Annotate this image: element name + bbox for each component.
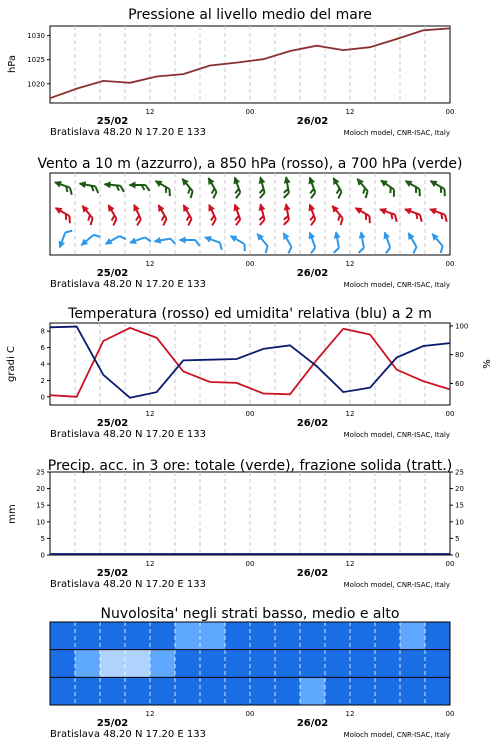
y-tick-label: 5 (40, 534, 45, 543)
temperature-xticks (50, 410, 454, 440)
barb-850hpa (254, 202, 269, 225)
barb-850hpa (402, 206, 425, 222)
cloud-cell (250, 677, 276, 705)
credit-label: Moloch model, CNR-ISAC, Italy (343, 431, 450, 439)
barb-flag (358, 248, 365, 253)
cloud-cell (350, 622, 376, 650)
cloud-cell (75, 650, 101, 678)
barb-flag (310, 248, 317, 254)
cloud-cell (375, 650, 401, 678)
y-tick-label: 4 (40, 360, 45, 369)
cloud-cell (400, 677, 426, 705)
barb-700hpa (254, 175, 269, 198)
barb-head (428, 177, 438, 187)
y-tick-label: 25 (455, 468, 464, 477)
barb-head (56, 241, 65, 250)
barb-flag (66, 216, 72, 223)
time-tick-label: 00 (445, 710, 455, 718)
precip-grid (75, 472, 425, 555)
credit-label: Moloch model, CNR-ISAC, Italy (343, 731, 450, 739)
barb-head (257, 202, 266, 211)
cloud-cell (150, 650, 176, 678)
cloud-cell (275, 622, 301, 650)
date-label: 26/02 (296, 268, 329, 279)
cloud-cell (250, 650, 276, 678)
temperature-panel (6, 306, 493, 440)
cloud-cell (225, 677, 251, 705)
date-label: 26/02 (296, 418, 329, 429)
barb-flag (438, 246, 445, 253)
cloud-cell (100, 650, 126, 678)
cloud-cell (75, 622, 101, 650)
barb-head (403, 206, 412, 215)
barb-700hpa (203, 175, 222, 198)
cloud-cell (150, 677, 176, 705)
barb-head (203, 234, 212, 243)
cloud-cell (325, 650, 351, 678)
cloud-cell (400, 622, 426, 650)
time-tick-label: 00 (245, 710, 255, 718)
wind-barbs (52, 175, 450, 253)
barb-head (306, 175, 315, 184)
barb-head (180, 202, 190, 212)
barb-flag (120, 186, 125, 192)
credit-label: Moloch model, CNR-ISAC, Italy (343, 129, 450, 137)
barb-head (381, 230, 390, 239)
time-tick-label: 00 (245, 410, 255, 418)
location-label: Bratislava 48.20 N 17.20 E 133 (50, 127, 206, 138)
cloud-cell (125, 622, 151, 650)
time-tick-label: 00 (245, 260, 255, 268)
barb-head (378, 206, 387, 215)
barb-head (306, 230, 315, 239)
location-label: Bratislava 48.20 N 17.20 E 133 (50, 729, 206, 740)
pressure-ylabel: hPa (7, 54, 18, 74)
barb-head (205, 175, 215, 185)
barb-flag (68, 188, 74, 195)
barb-850hpa (178, 202, 197, 225)
date-label: 26/02 (296, 116, 329, 127)
cloud-cell (200, 677, 226, 705)
cloud-cell (250, 622, 276, 650)
y-tick-label: 60 (455, 379, 464, 388)
barb-head (280, 230, 290, 240)
barb-flag (333, 248, 340, 253)
barb-head (405, 230, 415, 240)
date-label: 25/02 (96, 718, 129, 729)
barb-700hpa (427, 177, 450, 196)
barb-10m (278, 230, 297, 253)
barb-850hpa (427, 206, 450, 222)
cloud-cell (300, 622, 326, 650)
date-label: 26/02 (296, 568, 329, 579)
barb-head (103, 238, 113, 248)
barb-10m (227, 232, 250, 251)
time-tick-label: 00 (445, 560, 455, 568)
cloud-cell (50, 650, 76, 678)
cloud-cell (325, 677, 351, 705)
barb-850hpa (280, 203, 293, 225)
cloud-cell (125, 650, 151, 678)
location-label: Bratislava 48.20 N 17.20 E 133 (50, 579, 206, 590)
time-tick-label: 00 (445, 410, 455, 418)
cloud-cell (350, 677, 376, 705)
barb-700hpa (402, 177, 425, 196)
cloud-cell (400, 650, 426, 678)
cloud-cell (200, 622, 226, 650)
cloud-cell (375, 677, 401, 705)
pressure-title: Pressione al livello medio del mare (128, 7, 372, 23)
barb-10m (103, 231, 126, 250)
y-tick-label: 20 (455, 485, 464, 494)
barb-700hpa (229, 175, 245, 198)
barb-10m (427, 231, 448, 253)
time-tick-label: 12 (145, 710, 155, 718)
barb-flag (391, 190, 398, 197)
barb-flag (218, 243, 224, 250)
humidity-yticks (450, 322, 468, 388)
barb-flag (416, 189, 422, 196)
y-tick-label: 6 (40, 344, 45, 353)
cloud-cell (175, 650, 201, 678)
temperature-ylabel: gradi C (6, 346, 17, 382)
barb-10m (128, 233, 151, 249)
precip-yticks (36, 469, 50, 560)
barb-head (129, 182, 136, 189)
barb-head (78, 180, 86, 188)
barb-head (231, 175, 240, 184)
barb-10m (379, 230, 395, 253)
barb-head (332, 231, 340, 239)
barb-700hpa (304, 175, 320, 198)
barb-10m (355, 231, 368, 253)
barb-flag (418, 215, 424, 222)
barb-700hpa (78, 180, 100, 193)
time-tick-label: 12 (345, 108, 355, 116)
cloud-title: Nuvolosita' negli strati basso, medio e alto (100, 606, 400, 622)
cloud-cell (200, 650, 226, 678)
barb-10m (202, 234, 225, 250)
barb-flag (241, 244, 247, 251)
date-label: 25/02 (96, 418, 129, 429)
barb-700hpa (177, 176, 198, 198)
y-tick-label: 0 (40, 393, 45, 402)
barb-850hpa (229, 202, 245, 225)
time-tick-label: 00 (245, 108, 255, 116)
cloud-cell (100, 677, 126, 705)
barb-flag (283, 193, 290, 198)
date-label: 25/02 (96, 116, 129, 127)
barb-flag (166, 189, 172, 196)
barb-flag (286, 247, 293, 253)
barb-head (282, 176, 290, 184)
barb-head (53, 179, 62, 188)
barb-10m (403, 230, 422, 253)
humidity-ylabel: % (482, 359, 493, 369)
credit-label: Moloch model, CNR-ISAC, Italy (343, 581, 450, 589)
barb-head (257, 175, 266, 184)
barb-flag (259, 220, 266, 225)
cloud-cell (175, 622, 201, 650)
pressure-xticks (50, 108, 454, 138)
barb-10m (153, 234, 175, 247)
barb-700hpa (328, 175, 347, 198)
barb-700hpa (129, 182, 150, 192)
barb-850hpa (377, 206, 400, 222)
cloud-cell (425, 622, 451, 650)
y-tick-label: 1020 (27, 80, 45, 89)
location-label: Bratislava 48.20 N 17.20 E 133 (50, 279, 206, 290)
barb-head (128, 237, 137, 246)
barb-head (228, 232, 238, 242)
temperature-grid (75, 323, 425, 405)
barb-flag (283, 220, 290, 225)
y-tick-label: 20 (36, 485, 45, 494)
location-label: Bratislava 48.20 N 17.20 E 133 (50, 429, 206, 440)
barb-head (155, 202, 165, 212)
cloud-panel (50, 606, 454, 740)
y-tick-label: 80 (455, 351, 464, 360)
barb-10m (330, 231, 343, 253)
cloud-cell (175, 677, 201, 705)
barb-flag (94, 186, 99, 193)
barb-head (131, 202, 140, 211)
barb-head (206, 202, 215, 211)
barb-flag (443, 215, 449, 222)
barb-head (306, 202, 315, 211)
barb-700hpa (280, 176, 293, 198)
time-tick-label: 00 (445, 108, 455, 116)
time-tick-label: 00 (245, 560, 255, 568)
temperature-title: Temperatura (rosso) ed umidita' relativa (blu) a 2 m (68, 306, 432, 322)
barb-head (105, 202, 115, 212)
wind-panel (37, 156, 462, 290)
cloud-cell (275, 677, 301, 705)
y-tick-label: 8 (40, 327, 45, 336)
cloud-cell (350, 650, 376, 678)
barb-700hpa (52, 179, 75, 195)
cloud-cell (50, 622, 76, 650)
y-tick-label: 1030 (27, 32, 45, 41)
cloud-cell (75, 677, 101, 705)
y-tick-label: 2 (40, 376, 45, 385)
y-tick-label: 10 (455, 518, 464, 527)
barb-flag (259, 193, 266, 198)
y-tick-label: 0 (40, 551, 45, 560)
credit-label: Moloch model, CNR-ISAC, Italy (343, 281, 450, 289)
y-tick-label: 15 (455, 501, 464, 510)
cloud-cell (375, 622, 401, 650)
barb-head (153, 237, 161, 245)
date-label: 25/02 (96, 268, 129, 279)
time-tick-label: 12 (345, 560, 355, 568)
barb-flag (65, 229, 72, 235)
barb-850hpa (153, 202, 172, 225)
barb-head (179, 237, 186, 244)
barb-head (282, 203, 290, 211)
cloud-cell (325, 622, 351, 650)
barb-10m (78, 230, 100, 251)
precip-ylabel: mm (7, 504, 18, 524)
barb-flag (196, 240, 200, 246)
barb-flag (366, 216, 372, 223)
barb-head (403, 177, 413, 187)
barb-850hpa (52, 204, 75, 223)
y-tick-label: 25 (36, 468, 45, 477)
barb-700hpa (152, 177, 175, 196)
pressure-grid (75, 26, 425, 103)
cloud-cell (225, 650, 251, 678)
precip-xticks (50, 560, 454, 590)
barb-head (231, 202, 240, 211)
time-tick-label: 12 (145, 410, 155, 418)
time-tick-label: 12 (345, 410, 355, 418)
barb-flag (441, 189, 447, 196)
date-label: 25/02 (96, 568, 129, 579)
time-tick-label: 12 (345, 260, 355, 268)
barb-850hpa (103, 202, 122, 225)
wind-grid (75, 173, 425, 255)
cloud-cell (125, 677, 151, 705)
barb-head (357, 231, 365, 239)
y-tick-label: 100 (455, 322, 469, 331)
barb-850hpa (327, 203, 348, 225)
time-tick-label: 12 (145, 260, 155, 268)
cloud-cell (425, 650, 451, 678)
barb-850hpa (77, 203, 98, 225)
date-label: 26/02 (296, 718, 329, 729)
barb-head (428, 206, 437, 215)
barb-700hpa (352, 176, 373, 198)
barb-flag (411, 247, 418, 253)
cloud-xticks (50, 710, 454, 740)
barb-head (103, 181, 111, 189)
cloud-cell (275, 650, 301, 678)
cloud-cell (50, 677, 76, 705)
cloud-cell (150, 622, 176, 650)
barb-head (353, 204, 363, 214)
barb-10m (179, 237, 200, 247)
cloud-cell (425, 677, 451, 705)
cloud-cell (225, 622, 251, 650)
barb-head (153, 177, 163, 187)
time-tick-label: 00 (445, 260, 455, 268)
barb-850hpa (352, 204, 375, 223)
y-tick-label: 0 (455, 551, 460, 560)
barb-10m (56, 228, 72, 251)
precip-yticks-right (450, 469, 464, 560)
time-tick-label: 12 (345, 710, 355, 718)
temperature-yticks (41, 328, 50, 402)
barb-flag (263, 246, 270, 253)
barb-head (330, 175, 340, 185)
barb-10m (304, 230, 320, 253)
barb-850hpa (304, 202, 320, 225)
barb-10m (252, 231, 273, 253)
precip-panel (7, 458, 464, 590)
cloud-cell (300, 677, 326, 705)
y-tick-label: 1025 (27, 56, 45, 65)
pressure-panel (7, 7, 454, 138)
wind-xticks (50, 260, 454, 290)
barb-700hpa (103, 181, 125, 192)
cloud-cell (100, 622, 126, 650)
barb-flag (393, 215, 399, 222)
pressure-yticks (27, 32, 50, 88)
wind-title: Vento a 10 m (azzurro), a 850 hPa (rosso), a 700 hPa (verde) (37, 156, 463, 172)
barb-700hpa (377, 177, 400, 197)
cloud-cell (300, 650, 326, 678)
barb-head (53, 204, 63, 214)
precip-title: Precip. acc. in 3 ore: totale (verde), frazione solida (tratt.) (47, 458, 453, 474)
y-tick-label: 10 (36, 518, 45, 527)
time-tick-label: 12 (145, 108, 155, 116)
y-tick-label: 5 (455, 534, 460, 543)
barb-850hpa (203, 202, 220, 225)
barb-flag (385, 248, 392, 254)
time-tick-label: 12 (145, 560, 155, 568)
barb-850hpa (128, 202, 145, 225)
y-tick-label: 15 (36, 501, 45, 510)
barb-flag (146, 185, 150, 191)
